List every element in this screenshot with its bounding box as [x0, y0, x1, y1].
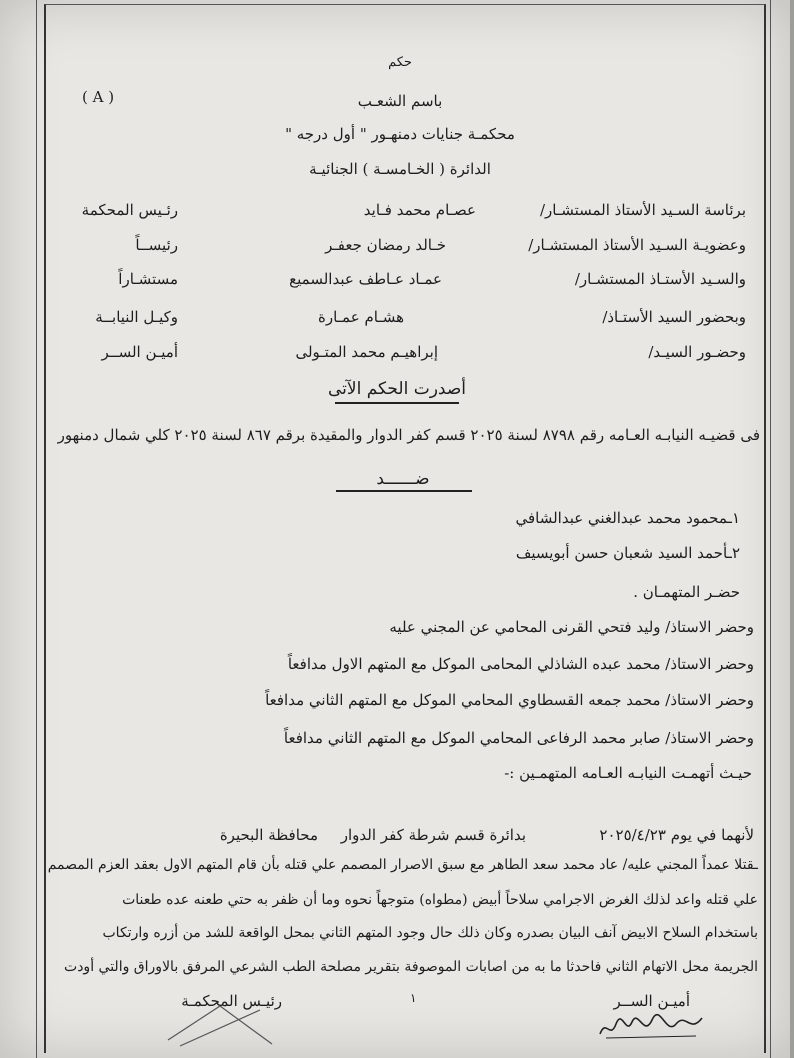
- panel-row-3-name: عمـاد عـاطف عبدالسميع: [289, 270, 442, 288]
- panel-row-4-title: وبحضور السيد الأستـاذ/: [602, 308, 746, 326]
- incident-governorate: محافظة البحيرة: [219, 826, 318, 844]
- panel-row-5-role: أميـن الســر: [101, 343, 178, 361]
- page-code: ( A ): [82, 88, 115, 106]
- panel-row-5-name: إبراهيـم محمد المتـولى: [295, 343, 438, 361]
- attendance-line-4: وحضر الاستاذ/ صابر محمد الرفاعى المحامي الموكل مع المتهم الثاني مدافعاً: [283, 729, 754, 747]
- footer-page-number: ١: [410, 991, 417, 1005]
- panel-row-1-name: عصـام محمد فـايد: [363, 201, 476, 219]
- panel-row-4-name: هشـام عمـارة: [317, 308, 404, 326]
- header-verdict: حكم: [388, 55, 412, 70]
- panel-row-2-role: رئيســاً: [135, 236, 178, 254]
- body-paragraph-2: علي قتله واعد لذلك الغرض الاجرامي سلاحاً أبيض (مطواه) متوجهاً نحوه وما أن ظفر به حتي طعنه عده طعنات: [122, 892, 758, 908]
- body-paragraph-1: ـقتلا عمداً المجني عليه/ عاد محمد سعد الطاهر مع سبق الاصرار المصمم علي قتله بأن قام المتهم الاول بعقد العزم المصمم: [47, 857, 758, 873]
- body-paragraph-4: الجريمة محل الاتهام الثاني فاحدثا ما به من اصابات الموصوفة بتقرير مصلحة الطب الشرعي المرفق بالاوراق والتي أودت: [64, 959, 758, 975]
- body-paragraph-3: باستخدام السلاح الابيض آنف البيان بصدره وكان ذلك حال وجود المتهم الثاني بمحل الواقعة للشد من أزره وارتكاب: [102, 925, 758, 941]
- defendants-present: حضـر المتهمـان .: [633, 583, 740, 601]
- attendance-line-3: وحضر الاستاذ/ محمد جمعه القسطاوي المحامي الموكل مع المتهم الثاني مدافعاً: [265, 691, 754, 709]
- case-reference: فى قضيـه النيابـه العـامه رقم ٨٧٩٨ لسنة ٢٠٢٥ قسم كفر الدوار والمقيدة برقم ٨٦٧ لسنة ٢٠٢٥ كلي شمال دمنهور: [57, 426, 760, 444]
- attendance-line-1: وحضر الاستاذ/ وليد فتحي القرنى المحامي عن المجني عليه: [389, 618, 754, 636]
- incident-station: بدائرة قسم شرطة كفر الدوار: [340, 826, 526, 844]
- circuit-name: الدائرة ( الخـامسـة ) الجنائيـة: [309, 160, 491, 178]
- panel-row-4-role: وكيـل النيابــة: [95, 308, 178, 326]
- verdict-heading: أصدرت الحكم الآتى: [327, 379, 467, 399]
- header-people: باسم الشعـب: [357, 92, 443, 110]
- attendance-line-2: وحضر الاستاذ/ محمد عبده الشاذلي المحامى الموكل مع المتهم الاول مدافعاً: [287, 655, 754, 673]
- footer-secretary-label: أميـن الســر: [613, 992, 690, 1010]
- incident-date: لأنهما في يوم ٢٠٢٥/٤/٢٣: [599, 826, 754, 844]
- against-underline: [336, 490, 472, 492]
- defendant-1: ١ـمحمود محمد عبدالغني عبدالشافي: [515, 509, 740, 527]
- panel-row-5-title: وحضـور السيـد/: [648, 343, 746, 361]
- panel-row-3-role: مستشـاراً: [118, 270, 178, 288]
- margin-line-right: [770, 0, 771, 1058]
- accusation-intro: حيـث أتهمـت النيابـه العـامه المتهمـين :-: [504, 764, 752, 782]
- defendant-2: ٢ـأحمد السيد شعبان حسن أبويسيف: [515, 544, 740, 562]
- verdict-heading-underline: [335, 402, 459, 404]
- panel-row-1-role: رئـيس المحكمة: [81, 201, 178, 219]
- secretary-signature: [596, 1012, 706, 1042]
- court-name: محكمـة جنايات دمنهـور " أول درجه ": [285, 125, 515, 143]
- against-label: ضــــــد: [376, 469, 430, 489]
- panel-row-3-title: والسـيد الأستـاذ المستشـار/: [574, 270, 746, 288]
- panel-row-2-title: وعضويـة السـيد الأستاذ المستشـار/: [528, 236, 746, 254]
- panel-row-2-name: خـالد رمضان جعفـر: [325, 236, 446, 254]
- president-signature: [160, 1000, 280, 1050]
- footer-president-label: رئيـس المحكمـة: [181, 992, 282, 1010]
- panel-row-1-title: برئاسة السـيد الأستاذ المستشـار/: [539, 201, 746, 219]
- margin-line-left: [36, 0, 37, 1058]
